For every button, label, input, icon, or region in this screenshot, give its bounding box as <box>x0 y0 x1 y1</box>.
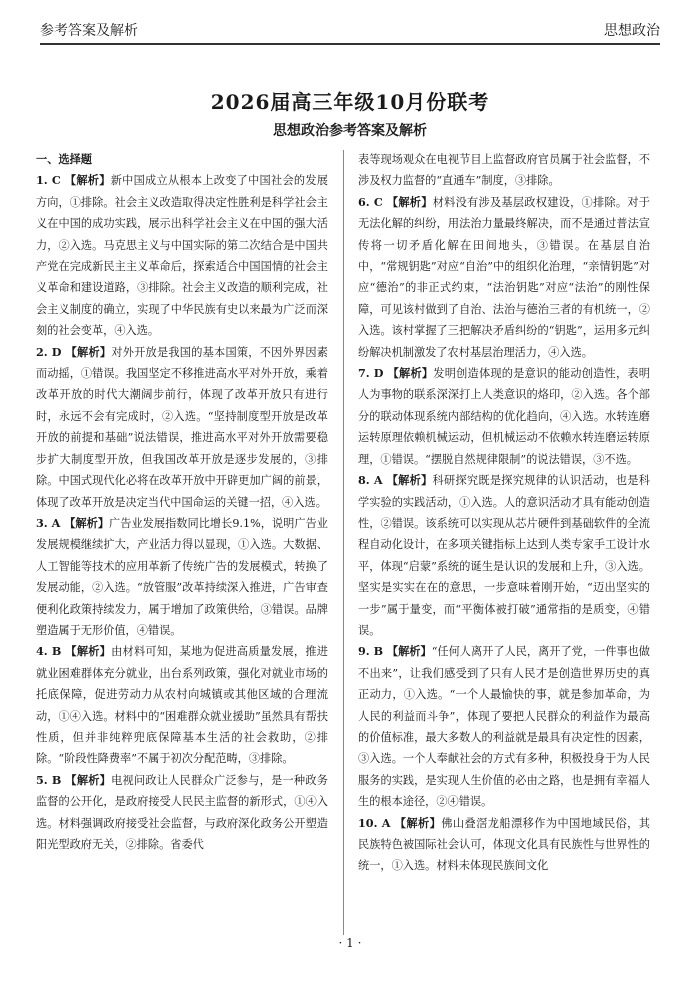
question-text: 对外开放是我国的基本国策，不因外界因素而动摇，①错误。我国坚定不移推进高水平对外开放，乘着改革开放的时代大潮阔步前行，体现了改革开放只有进行时，永远不会有完成时，②入选。“坚持制度型开放是改革开放的前提和基础”说法错误，推进高水平对外开放需要稳步扩大制度型开放，但我国改革开放是逐步发展的，③排除。中国式现代化必将在改革开放中开辟更加广阔的前景，体现了改革开放是决定当代中国命运的关键一招，④入选。 <box>36 345 328 509</box>
question-text: 材料没有涉及基层政权建设，①排除。对于无法化解的纠纷，用法治力量最终解决，而不是通过普法宣传将一切矛盾化解在田间地头，③错误。在基层自治中，“常规钥匙”对应“自治”中的组织化治理，“亲情钥匙”对应“德治”的非正式约束，“法治钥匙”对应“法治”的刚性保障，可见该村做到了自治、法治与德治三者的有机统一，②入选。该村掌握了三把解决矛盾纠纷的“钥匙”，运用多元纠纷解决机制激发了农村基层治理活力，④入选。 <box>358 195 650 359</box>
left-column <box>36 149 328 855</box>
section-heading: 一、选择题 <box>36 152 92 166</box>
question-label: 4. B 【解析】 <box>36 644 112 659</box>
question-answer-6 <box>358 192 650 363</box>
question-answer-9 <box>358 641 650 812</box>
question-answer-7 <box>358 363 650 470</box>
question-text: 新中国成立从根本上改变了中国社会的发展方向，①排除。社会主义改造取得决定性胜利是科学社会主义在中国的成功实践，展示出科学社会主义在中国的强大活力，②入选。马克思主义与中国实际的第二次结合是中国共产党在完成新民主主义革命后，探索适合中国国情的社会主义革命和建设道路，③排除。社会主义改造的顺利完成，社会主义制度的确立，实现了中华民族有史以来最为广泛而深刻的社会变革，④入选。 <box>36 174 328 338</box>
question-text: 佛山叠滘龙船漂移作为中国地域民俗，其民族特色被国际社会认可，体现文化具有民族性与世界性的统一，①入选。材料未体现民族间文化 <box>358 816 650 873</box>
document-subtitle: 思想政治参考答案及解析 <box>273 123 427 139</box>
page-header <box>40 14 660 45</box>
header-subject-label: 思想政治 <box>604 23 660 39</box>
question-text: 科研探究既是探究规律的认识活动，也是科学实验的实践活动，①入选。人的意识活动才具有能动创造性，②错误。该系统可以实现从芯片硬件到基础软件的全流程自动化设计，在多项关键指标上达到人类专家手工设计水平，体现“启蒙”系统的诞生是认识的发展和上升，③入选。坚实是实实在在的意思，一步意味着刚开始，“迈出坚实的一步”属于量变，而“平衡体被打破”通常指的是质变，④错误。 <box>358 474 650 637</box>
question-label: 9. B 【解析】 <box>358 644 432 659</box>
question-text: 发明创造体现的是意识的能动创造性，表明人为事物的联系深深打上人类意识的烙印，②入选。各个部分的联动体现系统内部结构的优化趋向，④入选。水转连磨运转原理依赖机械运动，但机械运动不依赖水转连磨运转原理，①错误。“摆脱自然规律限制”的说法错误，③不选。 <box>358 367 650 466</box>
question-label: 1. C 【解析】 <box>36 173 111 188</box>
header-left-label: 参考答案及解析 <box>40 23 138 39</box>
right-column <box>358 149 650 877</box>
question-answer-10 <box>358 813 650 877</box>
question-answer-4 <box>36 641 328 769</box>
question-label: 3. A 【解析】 <box>36 515 110 530</box>
question-label: 10. A 【解析】 <box>358 815 442 830</box>
question-text: 由材料可知，某地为促进高质量发展，推进就业困难群体充分就业，出台系列政策，强化对就业市场的托底保障，促进劳动力从农村向城镇或其他区域的合理流动，①④入选。材料中的“困难群众就业援助”虽然具有帮扶性质，但并非纯粹兜底保障基本生活的社会救助，②排除。“阶段性降费率”不属于初次分配范畴，③排除。 <box>36 645 328 766</box>
question-answer-8 <box>358 470 650 641</box>
question-label: 7. D 【解析】 <box>358 366 434 381</box>
question-text: “任何人离开了人民，离开了党，一件事也做不出来”，让我们感受到了只有人民才是创造世界历史的真正动力，①入选。“一个人最愉快的事，就是参加革命，为人民的利益而斗争”，体现了要把人民群众的利益作为最高的价值标准，最大多数人的利益就是最具有决定性的因素，③入选。一个人奉献社会的方式有多种，积极投身于为人民服务的实践，是实现人生价值的必由之路，也是拥有幸福人生的根本途径，②④错误。 <box>358 645 650 809</box>
question-answer-2 <box>36 342 328 513</box>
question-label: 8. A 【解析】 <box>358 473 433 488</box>
question-label: 6. C 【解析】 <box>358 194 433 209</box>
question-text: 广告业发展指数同比增长9.1%，说明广告业发展规模继续扩大，产业活力得以显现，①入选。大数据、人工智能等技术的应用革新了传统广告的发展模式，转换了发展动能，②入选。“放管服”改革持续深入推进，广告审查便利化政策持续发力，属于增加了政策供给，③错误。品牌塑造属于无形价值，④错误。 <box>36 516 328 637</box>
question-label: 5. B 【解析】 <box>36 772 112 787</box>
question-answer-5 <box>36 770 328 856</box>
page-number: · 1 · <box>338 936 362 950</box>
column-divider <box>343 150 344 935</box>
question-answer-3 <box>36 513 328 641</box>
question-text: 电视问政让人民群众广泛参与，是一种政务监督的公开化，是政府接受人民民主监督的新形式，①④入选。材料强调政府接受社会监督，与政府深化政务公开塑造阳光型政府无关，②排除。省委代 <box>36 773 328 851</box>
continued-text: 表等现场观众在电视节目上监督政府官员属于社会监督，不涉及权力监督的“直通车”制度，③排除。 <box>358 153 650 188</box>
document-title: 2026届高三年级10月份联考 <box>210 90 490 114</box>
question-label: 2. D 【解析】 <box>36 344 112 359</box>
question-answer-1 <box>36 170 328 341</box>
